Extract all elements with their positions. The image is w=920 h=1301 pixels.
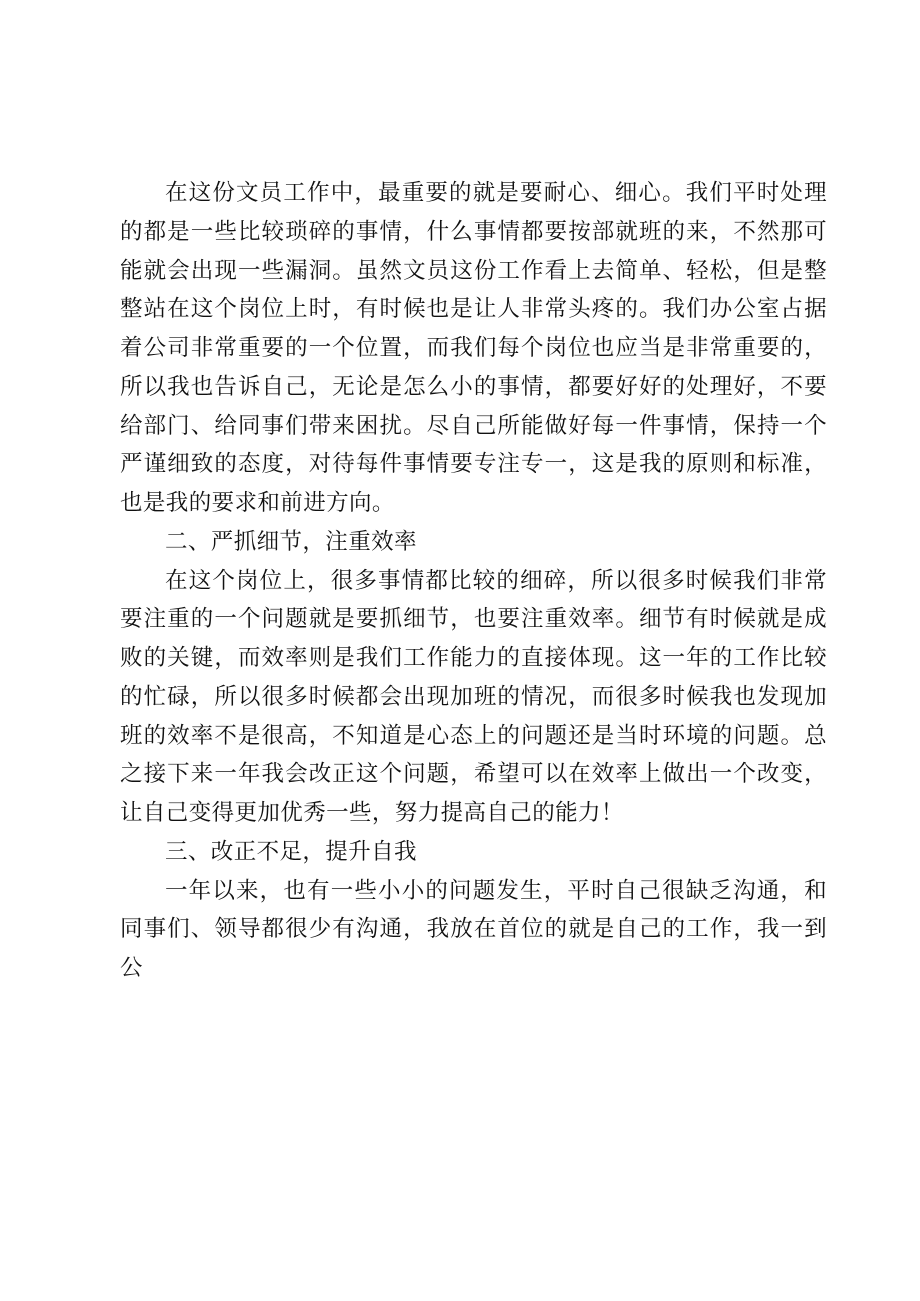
- paragraph-self-improvement: 一年以来，也有一些小小的问题发生，平时自己很缺乏沟通，和同事们、领导都很少有沟通，我放在首位的就是自己的工作，我一到公: [120, 877, 827, 981]
- document-body: [120, 174, 827, 988]
- paragraph-details-efficiency: 在这个岗位上，很多事情都比较的细碎，所以很多时候我们非常要注重的一个问题就是要抓细节，也要注重效率。细节有时候就是成败的关键，而效率则是我们工作能力的直接体现。这一年的工作比较的忙碌，所以很多时候都会出现加班的情况，而很多时候我也发现加班的效率不是很高，不知道是心态上的问题还是当时环境的问题。总之接下来一年我会改正这个问题，希望可以在效率上做出一个改变，让自己变得更加优秀一些，努力提高自己的能力！: [120, 567, 827, 826]
- section-heading-self-improvement: 三、改正不足，提升自我: [165, 838, 417, 865]
- paragraph-patience: 在这份文员工作中，最重要的就是要耐心、细心。我们平时处理的都是一些比较琐碎的事情，什么事情都要按部就班的来，不然那可能就会出现一些漏洞。虽然文员这份工作看上去简单、轻松，但是整整站在这个岗位上时，有时候也是让人非常头疼的。我们办公室占据着公司非常重要的一个位置，而我们每个岗位也应当是非常重要的，所以我也告诉自己，无论是怎么小的事情，都要好好的处理好，不要给部门、给同事们带来困扰。尽自己所能做好每一件事情，保持一个严谨细致的态度，对待每件事情要专注专一，这是我的原则和标准，也是我的要求和前进方向。: [120, 180, 827, 516]
- section-heading-details-efficiency: 二、严抓细节，注重效率: [165, 528, 417, 555]
